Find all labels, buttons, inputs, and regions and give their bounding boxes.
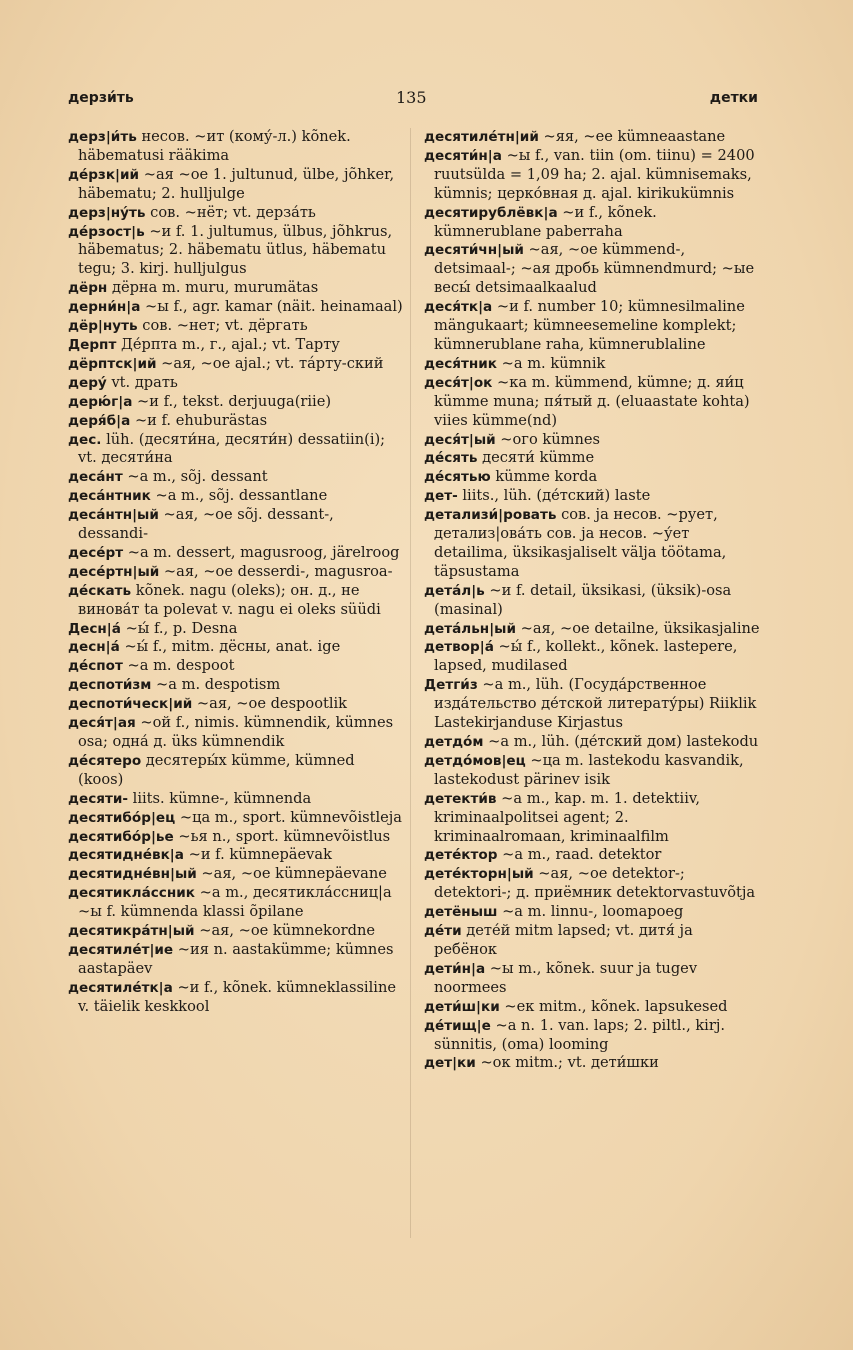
entry-definition: дёрна m. muru, murumätas bbox=[111, 279, 319, 297]
dictionary-entry bbox=[68, 714, 404, 752]
entry-headword: десятидне́вн|ый bbox=[68, 866, 197, 883]
entry-headword: де́сять bbox=[424, 450, 478, 467]
entry-definition: ~а n. 1. van. laps; 2. piltl., kirj. sünnitis, (oma) looming bbox=[434, 1016, 725, 1053]
entry-headword: дёрптск|ий bbox=[68, 355, 157, 372]
entry-headword: де́ти bbox=[424, 923, 462, 940]
entry-headword: Дерпт bbox=[68, 336, 117, 353]
entry-headword: детекти́в bbox=[424, 790, 497, 807]
entry-definition: ~а m., raad. detektor bbox=[502, 846, 662, 864]
entry-headword: дета́льн|ый bbox=[424, 620, 516, 637]
entry-definition: ~ая, ~ое detektor-; detektori-; д. приёмник detektorvastuvõtja bbox=[434, 865, 756, 902]
entry-headword: десятибо́р|ец bbox=[68, 809, 176, 826]
entry-headword: деся́тник bbox=[424, 355, 498, 372]
dictionary-entry bbox=[68, 922, 404, 941]
entry-headword: десятиле́тн|ий bbox=[424, 129, 539, 145]
dictionary-entry bbox=[424, 487, 760, 506]
dictionary-entry bbox=[68, 128, 404, 166]
dictionary-entry bbox=[424, 638, 760, 676]
dictionary-entry bbox=[424, 128, 760, 147]
entry-headword: дети́н|а bbox=[424, 960, 486, 977]
header-left-guide-word: дерзи́ть bbox=[68, 90, 134, 106]
entry-headword: десятикра́тн|ый bbox=[68, 923, 195, 940]
entry-definition: ~ая, ~ое kümnepäevane bbox=[201, 865, 387, 883]
dictionary-entry bbox=[424, 998, 760, 1017]
dictionary-entry bbox=[424, 147, 760, 204]
dictionary-entry bbox=[424, 1017, 760, 1055]
dictionary-entry bbox=[424, 752, 760, 790]
entry-definition: ~и f. ehuburästas bbox=[134, 411, 268, 429]
entry-definition: liits. kümne-, kümnenda bbox=[132, 789, 312, 807]
entry-definition: ~и f. 1. jultumus, ülbus, jõhkrus, häbematus; 2. häbematu ütlus, häbematu tegu; 3. kirj. hulljulgus bbox=[78, 222, 393, 278]
entry-definition: ~и f., kõnek. kümneklassiline v. täielik keskkool bbox=[78, 978, 396, 1015]
dictionary-entry bbox=[424, 790, 760, 847]
dictionary-entry bbox=[424, 1054, 760, 1073]
dictionary-entry bbox=[424, 846, 760, 865]
entry-definition: ~яя, ~ее kümneaastane bbox=[543, 128, 726, 145]
entry-definition: ~ы́ f., p. Desna bbox=[125, 619, 238, 637]
entry-headword: дёрн bbox=[68, 280, 108, 297]
entry-headword: де́рзк|ий bbox=[68, 166, 140, 183]
entry-definition: liits., lüh. (де́тский) laste bbox=[462, 487, 651, 505]
entry-definition: сов. ~нет; vt. дёргать bbox=[142, 317, 308, 335]
entry-headword: де́рзост|ь bbox=[68, 223, 145, 240]
entry-definition: ~ая, ~ое sõj. dessant-, dessandi- bbox=[78, 506, 334, 543]
entry-headword: дета́л|ь bbox=[424, 582, 485, 599]
dictionary-entry bbox=[424, 298, 760, 355]
entry-definition: ~ая, ~ое kümnekordne bbox=[199, 922, 376, 940]
dictionary-entry bbox=[68, 695, 404, 714]
entry-definition: ~а m. linnu-, loomapoeg bbox=[502, 903, 684, 921]
entry-headword: деся́т|ая bbox=[68, 715, 136, 732]
dictionary-entry bbox=[68, 317, 404, 336]
dictionary-entry bbox=[68, 506, 404, 544]
page-number: 135 bbox=[396, 88, 427, 107]
left-column bbox=[68, 128, 404, 1017]
dictionary-entry bbox=[424, 960, 760, 998]
entry-definition: ~ек mitm., kõnek. lapsukesed bbox=[504, 997, 728, 1015]
entry-definition: Де́рпта m., г., ajal.; vt. Тарту bbox=[120, 335, 340, 353]
dictionary-entry bbox=[68, 638, 404, 657]
dictionary-entry bbox=[68, 676, 404, 695]
dictionary-entry bbox=[424, 374, 760, 431]
entry-definition: ~а m., sõj. dessantlane bbox=[155, 487, 328, 505]
dictionary-entry bbox=[424, 903, 760, 922]
entry-definition: ~ая, ~ое desserdi-, magusroa- bbox=[163, 562, 393, 580]
entry-definition: ~ы f., van. tiin (om. tiinu) = 2400 ruutsülda = 1,09 ha; 2. ajal. kümnisemaks, kümnis; церко́вная д. ajal. kirikukümnis bbox=[434, 146, 755, 202]
entry-headword: дети́ш|ки bbox=[424, 998, 500, 1015]
entry-headword: деса́нтник bbox=[68, 488, 151, 505]
dictionary-entry bbox=[424, 204, 760, 242]
entry-headword: дерю́г|а bbox=[68, 393, 133, 410]
entry-definition: ~а m., десятикла́ссниц|а ~ы f. kümnenda klassi õpilane bbox=[78, 884, 392, 921]
entry-headword: десе́ртн|ый bbox=[68, 563, 160, 580]
entry-headword: де́сятью bbox=[424, 469, 491, 486]
entry-definition: ~ия n. aastakümme; kümnes aastapäev bbox=[78, 940, 394, 977]
entry-headword: десятидне́вк|а bbox=[68, 847, 184, 864]
entry-definition: ~ья n., sport. kümnevõistlus bbox=[178, 827, 391, 845]
entry-headword: дерз|и́ть bbox=[68, 129, 137, 145]
dictionary-entry bbox=[68, 204, 404, 223]
entry-definition: ~ая, ~ое despootlik bbox=[196, 695, 348, 713]
entry-definition: ~ого kümnes bbox=[500, 430, 600, 448]
dictionary-entry bbox=[68, 468, 404, 487]
right-column bbox=[424, 128, 760, 1073]
entry-definition: kõnek. nagu (oleks); он. д., не винова́т ta polevat v. nagu ei oleks süüdi bbox=[78, 581, 381, 618]
page-header bbox=[68, 88, 758, 112]
entry-headword: деря́б|а bbox=[68, 412, 131, 429]
dictionary-entry bbox=[68, 790, 404, 809]
dictionary-entry bbox=[68, 884, 404, 922]
entry-headword: десятирублёвк|а bbox=[424, 204, 558, 221]
entry-definition: ~и f. detail, üksikasi, (üksik)-osa (masinal) bbox=[434, 581, 732, 618]
entry-definition: ~ка m. kümmend, kümne; д. яи́ц kümme muna; пя́тый д. (eluaastate kohta) viies kümme(nd) bbox=[434, 373, 750, 429]
entry-definition: дете́й mitm lapsed; vt. дитя́ ja ребёнок bbox=[434, 922, 693, 958]
entry-definition: ~и f., kõnek. kümnerublane paberraha bbox=[434, 203, 657, 240]
dictionary-entry bbox=[424, 241, 760, 298]
entry-definition: ~ы f., agr. kamar (näit. heinamaal) bbox=[145, 298, 403, 316]
dictionary-entry bbox=[424, 449, 760, 468]
entry-definition: ~и f., tekst. derjuuga(riie) bbox=[137, 392, 332, 410]
entry-definition: ~ая, ~ое detailne, üksikasjaline bbox=[520, 619, 760, 637]
entry-headword: десятиле́тк|а bbox=[68, 979, 173, 996]
dictionary-entry bbox=[68, 336, 404, 355]
entry-headword: десяти́чн|ый bbox=[424, 242, 524, 259]
entry-definition: сов. ~нёт; vt. дерза́ть bbox=[150, 203, 316, 221]
dictionary-entry bbox=[68, 487, 404, 506]
entry-definition: lüh. (десяти́на, десяти́н) dessatiin(i); vt. десяти́на bbox=[78, 430, 386, 467]
entry-definition: ~ая ~ое 1. jultunud, ülbe, jõhker, häbematu; 2. hulljulge bbox=[78, 165, 395, 202]
column-divider bbox=[410, 128, 411, 1238]
entry-definition: сов. ja несов. ~рует, детализ|ова́ть сов. ja несов. ~у́ет detailima, üksikasjaliselt välja töötama, täpsustama bbox=[434, 506, 727, 580]
entry-headword: де́скать bbox=[68, 582, 132, 599]
dictionary-entry bbox=[68, 279, 404, 298]
dictionary-entry bbox=[424, 468, 760, 487]
dictionary-entry bbox=[68, 828, 404, 847]
entry-headword: дет|ки bbox=[424, 1055, 476, 1072]
entry-definition: ~ы m., kõnek. suur ja tugev noormees bbox=[434, 959, 698, 996]
entry-headword: дете́кторн|ый bbox=[424, 866, 534, 883]
entry-headword: дёр|нуть bbox=[68, 318, 138, 335]
entry-headword: детдо́мов|ец bbox=[424, 752, 526, 769]
dictionary-entry bbox=[68, 941, 404, 979]
entry-definition: десятеры́х kümme, kümned (koos) bbox=[78, 751, 355, 788]
entry-definition: ~а m., lüh. (Госуда́рственное изда́тельство де́тской литерату́ры) Riiklik Lastekirjanduse Kirjastus bbox=[434, 676, 757, 732]
dictionary-entry bbox=[424, 582, 760, 620]
entry-headword: дерни́н|а bbox=[68, 299, 141, 316]
entry-headword: деся́тк|а bbox=[424, 299, 493, 316]
dictionary-entry bbox=[424, 431, 760, 450]
header-right-guide-word: детки bbox=[709, 90, 758, 106]
dictionary-entry bbox=[68, 544, 404, 563]
entry-headword: дете́ктор bbox=[424, 847, 498, 864]
dictionary-entry bbox=[424, 733, 760, 752]
dictionary-entry bbox=[68, 865, 404, 884]
entry-headword: де́тищ|е bbox=[424, 1017, 491, 1034]
entry-definition: ~ы́ f., kollekt., kõnek. lastepere, lapsed, mudilased bbox=[434, 638, 738, 675]
entry-headword: де́сятеро bbox=[68, 752, 142, 769]
dictionary-entry bbox=[424, 355, 760, 374]
entry-headword: детвор|а́ bbox=[424, 639, 494, 656]
entry-headword: деся́т|ый bbox=[424, 431, 496, 448]
entry-definition: ~и f. kümnepäevak bbox=[188, 846, 332, 864]
dictionary-entry bbox=[68, 846, 404, 865]
dictionary-entry bbox=[68, 620, 404, 639]
entry-headword: деса́нтн|ый bbox=[68, 507, 159, 524]
dictionary-entry bbox=[68, 431, 404, 469]
entry-definition: ~ок mitm.; vt. дети́шки bbox=[480, 1054, 659, 1072]
entry-definition: ~ы́ f., mitm. дёсны, anat. ige bbox=[124, 638, 341, 656]
entry-headword: дес. bbox=[68, 431, 102, 448]
entry-headword: деся́т|ок bbox=[424, 374, 493, 391]
dictionary-entry bbox=[424, 620, 760, 639]
entry-headword: детдо́м bbox=[424, 734, 484, 750]
dictionary-entry bbox=[424, 865, 760, 903]
entry-definition: ~а m. despotism bbox=[156, 676, 281, 694]
entry-headword: десяти- bbox=[68, 790, 129, 807]
dictionary-entry bbox=[424, 506, 760, 582]
entry-headword: детёныш bbox=[424, 904, 498, 921]
entry-headword: десятиле́т|ие bbox=[68, 941, 174, 958]
dictionary-entry bbox=[68, 979, 404, 1017]
entry-headword: Десн|а́ bbox=[68, 620, 121, 637]
entry-headword: десе́рт bbox=[68, 544, 124, 561]
dictionary-entry bbox=[424, 676, 760, 733]
dictionary-entry bbox=[68, 355, 404, 374]
entry-definition: несов. ~ит (кому́-л.) kõnek. häbematusi rääkima bbox=[78, 128, 351, 164]
dictionary-entry bbox=[68, 166, 404, 204]
dictionary-entry bbox=[68, 412, 404, 431]
entry-definition: ~ца m., sport. kümnevõistleja bbox=[179, 808, 403, 826]
entry-definition: ~ца m. lastekodu kasvandik, lastekodust pärinev isik bbox=[434, 751, 744, 788]
entry-headword: дерз|ну́ть bbox=[68, 204, 146, 221]
entry-headword: де́спот bbox=[68, 658, 123, 675]
dictionary-entry bbox=[68, 582, 404, 620]
dictionary-entry bbox=[68, 752, 404, 790]
entry-definition: ~и f. number 10; kümnesilmaline mängukaart; kümneesemeline komplekt; kümnerublane raha, kümnerublaline bbox=[434, 298, 745, 353]
entry-headword: Детги́з bbox=[424, 677, 478, 694]
entry-definition: ~ая, ~ое ajal.; vt. тáрту-ский bbox=[161, 354, 384, 372]
dictionary-entry bbox=[68, 298, 404, 317]
entry-definition: ~а m., lüh. (де́тский дом) lastekodu bbox=[488, 733, 759, 750]
entry-headword: десяти́н|а bbox=[424, 147, 502, 164]
entry-definition: ~ой f., nimis. kümnendik, kümnes osa; одна́ д. üks kümnendik bbox=[78, 714, 394, 750]
dictionary-entry bbox=[424, 922, 760, 960]
entry-headword: десн|а́ bbox=[68, 639, 120, 656]
entry-definition: ~а m. kümnik bbox=[501, 354, 606, 372]
dictionary-entry bbox=[68, 223, 404, 280]
entry-definition: ~а m., sõj. dessant bbox=[127, 468, 268, 486]
entry-headword: десятибо́р|ье bbox=[68, 828, 174, 845]
entry-headword: детализи́|ровать bbox=[424, 507, 557, 524]
entry-headword: деса́нт bbox=[68, 469, 123, 486]
entry-headword: десятикла́ссник bbox=[68, 885, 196, 902]
dictionary-entry bbox=[68, 809, 404, 828]
entry-definition: ~а m. despoot bbox=[127, 657, 235, 675]
dictionary-entry bbox=[68, 657, 404, 676]
entry-definition: kümme korda bbox=[495, 468, 598, 486]
entry-headword: дет- bbox=[424, 488, 458, 505]
dictionary-entry bbox=[68, 374, 404, 393]
entry-definition: десяти́ kümme bbox=[482, 449, 595, 467]
entry-definition: ~ая, ~ое kümmend-, detsimaal-; ~ая дробь kümnendmurd; ~ые весы́ detsimaalkaalud bbox=[434, 241, 755, 297]
entry-headword: деспоти́зм bbox=[68, 677, 152, 694]
dictionary-entry bbox=[68, 393, 404, 412]
entry-definition: vt. драть bbox=[111, 373, 178, 391]
dictionary-entry bbox=[68, 563, 404, 582]
entry-headword: деспоти́ческ|ий bbox=[68, 696, 193, 713]
entry-headword: деру́ bbox=[68, 374, 107, 391]
entry-definition: ~а m., kap. m. 1. detektiiv, kriminaalpolitsei agent; 2. kriminaalromaan, kriminaalfilm bbox=[434, 789, 701, 845]
entry-definition: ~а m. dessert, magusroog, järelroog bbox=[127, 543, 400, 561]
